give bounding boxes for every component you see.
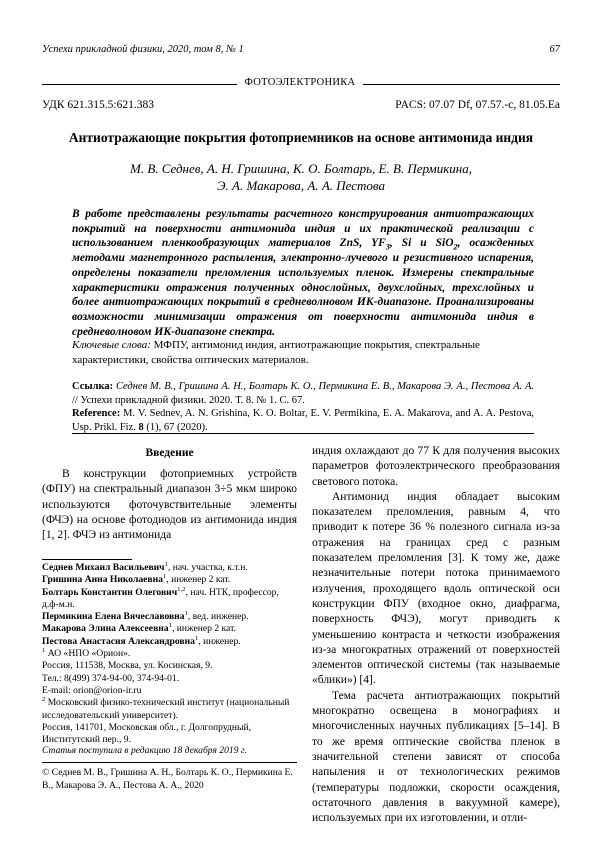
affil-author-1-pos: , нач. участка, к.т.н.	[167, 562, 248, 573]
journal-header: Успехи прикладной физики, 2020, том 8, № 1	[42, 44, 244, 55]
affil-author-2-pos: , инженер 2 кат.	[166, 574, 231, 586]
affil-author-3-sup: 1,2	[177, 585, 186, 593]
affil-author-1	[42, 562, 297, 574]
affil-author-2-sup: 1	[162, 573, 167, 581]
abstract-divider	[72, 433, 534, 434]
intro-paragraph-3: Тема расчета антиотражающих покрытий многократно освещена в монографиях и многочисленных научных публикациях [5–14]. В то же время оптические свойства пленок в значительной степени зависят от способа напыления и от технологических режимов (температуры подложки, скорости осаждения, остаточного давления в вакуумной камере), используемых при их изготовлении, и отли-	[312, 689, 560, 825]
affil-author-4-pos: , вед. инженер.	[187, 611, 249, 623]
affil-author-4-name: Пермикина Елена Вячеславовна	[42, 611, 185, 623]
affil-author-2	[42, 574, 297, 586]
section-heading	[0, 77, 600, 88]
affil-org-2-sup: 2	[42, 696, 46, 704]
affil-author-3	[42, 587, 297, 612]
abstract-subscript-1: 3	[385, 242, 390, 252]
copyright-rule	[42, 762, 297, 763]
citation-ru	[72, 380, 534, 407]
keywords-label: Ключевые слова:	[72, 339, 151, 351]
intro-paragraph-2: Антимонид индия обладает высоким показателем преломления, равным 4, что приводит к потере 36 % полезного сигнала из-за отражения на границах сред с разным показателем преломления [3]. К тому же, даже незначительные потери потока принимаемого излучения, проходящего вдоль оптической оси конструкции ФПУ (входное окно, диафрагма, поверхность ФЧЭ), могут приводить к уменьшению контраста и четкости изображения из-за многократных отражений от поверхностей элементов оптической системы (так называемые «блики») [4].	[312, 490, 560, 687]
affil-author-5-name: Макарова Элина Алексеевна	[42, 623, 169, 635]
affil-org-1-address: Россия, 111538, Москва, ул. Косинская, 9.	[42, 660, 213, 672]
authors-line-1: М. В. Седнев, А. Н. Гришина, К. О. Болтарь, Е. В. Пермикина,	[129, 161, 472, 176]
affil-author-3-pos: , нач. НТК, профессор, д.ф-м.н.	[42, 586, 279, 610]
received-date: Статья поступила в редакцию 18 декабря 2019 г.	[42, 745, 247, 756]
affil-org-1	[42, 648, 297, 660]
affil-author-6-pos: , инженер.	[198, 635, 241, 647]
footnote-rule	[42, 559, 132, 560]
citation-en-label: Reference:	[72, 408, 121, 419]
abstract-part-1: В работе представлены результаты расчетного конструирования антиотражающих покрытий на поверхности антимонида индия и их практической реализации с использованием пленкообразующих материалов ZnS, YF	[72, 208, 534, 250]
affil-author-5-sup: 1	[168, 622, 172, 630]
citation-ru-rest: // Успехи прикладной физики. 2020. Т. 8. № 1. С. 67.	[72, 394, 305, 406]
udc-code: УДК 621.315.5:621.383	[42, 99, 154, 111]
citation-en-text: M. V. Sednev, A. N. Grishina, K. O. Boltar, E. V. Permikina, E. A. Makarova, and A. A. Pestova, Usp. Prikl. Fiz.	[72, 408, 534, 433]
affil-author-5	[42, 623, 297, 635]
affil-author-6-sup: 1	[194, 634, 199, 642]
keywords-text: МФПУ, антимонид индия, антиотражающие покрытия, спектральные характеристики, свойства оптических материалов.	[72, 339, 480, 366]
affil-author-1-name: Седнев Михаил Васильевич	[42, 562, 165, 573]
affil-org-1-email: E-mail: orion@orion-ir.ru	[42, 684, 142, 696]
authors-line-2: Э. А. Макарова, А. А. Пестова	[217, 178, 385, 193]
copyright-notice: © Седнев М. В., Гришина А. Н., Болтарь К. О., Пермикина Е. В., Макарова Э. А., Пестова А. А., 2020	[42, 767, 293, 791]
section-label: ФОТОЭЛЕКТРОНИКА	[237, 77, 364, 88]
citation-en	[72, 407, 534, 434]
abstract	[72, 207, 534, 339]
affil-org-1-phone: Тел.: 8(499) 374-94-00, 374-94-01.	[42, 672, 180, 684]
author-list	[42, 160, 560, 194]
affil-org-2-name: Московский физико-технический институт (национальный исследовательский университет).	[42, 697, 290, 721]
citation-ru-label: Ссылка:	[72, 381, 114, 392]
pacs-code: PACS: 07.07 Df, 07.57.-c, 81.05.Ea	[395, 99, 560, 111]
affil-author-5-pos: , инженер 2 кат.	[171, 623, 236, 635]
abstract-subscript-2: 2	[453, 242, 458, 252]
citation-block	[72, 380, 534, 434]
abstract-part-3: , осажденных методами магнетронного распыления, электронно-лучевого и резистивного испарения, определены показатели преломления используемых пленок. Измерены спектральные характеристики отражения полученных однослойных, двухслойных, трехслойных и более антиотражающих покрытий в средневолновом ИК-диапазоне. Проанализированы возможности минимизации отражения от поверхности антимонида индия в средневолновом ИК-диапазоне спектра.	[72, 237, 534, 338]
affil-author-3-name: Болтарь Константин Олегович	[42, 586, 178, 598]
affil-org-1-name: АО «НПО «Орион».	[45, 648, 131, 660]
affil-author-2-name: Гришина Анна Николаевна	[42, 574, 163, 586]
citation-ru-authors: Седнев М. В., Гришина А. Н., Болтарь К. О., Пермикина Е. В., Макарова Э. А., Пестова А. А.	[113, 381, 534, 392]
affil-org-1-sup: 1	[42, 646, 46, 654]
page-number: 67	[549, 44, 560, 55]
author-affiliations	[42, 562, 297, 746]
affil-author-1-sup: 1	[164, 560, 168, 568]
intro-paragraph-1: В конструкции фотоприемных устройств (ФПУ) на спектральный диапазон 3÷5 мкм широко используются фоточувствительные элементы (ФЧЭ) на основе фотодиодов из антимонида индия [1, 2]. ФЧЭ из антимонида	[42, 468, 297, 542]
citation-en-volume: 8	[138, 421, 144, 433]
affil-org-2	[42, 697, 297, 722]
affil-author-4-sup: 1	[184, 610, 188, 617]
affil-org-2-address: Россия, 141701, Московская обл., г. Долгопрудный, Институтский пер., 9.	[42, 721, 251, 746]
citation-en-rest: (1), 67 (2020).	[143, 421, 208, 433]
keywords	[72, 338, 534, 367]
affil-author-6	[42, 636, 297, 648]
article-title: Антиотражающие покрытия фотоприемников на основе антимонида индия	[68, 130, 534, 145]
abstract-part-2: , Si и SiO	[389, 237, 454, 250]
left-column-text	[42, 467, 297, 543]
affil-author-6-name: Пестова Анастасия Александровна	[42, 635, 195, 647]
intro-heading: Введение	[145, 447, 194, 459]
right-column-text	[312, 444, 560, 826]
intro-paragraph-continued: индия охлаждают до 77 К для получения высоких параметров фотоэлектрического преобразования светового потока.	[312, 445, 560, 488]
